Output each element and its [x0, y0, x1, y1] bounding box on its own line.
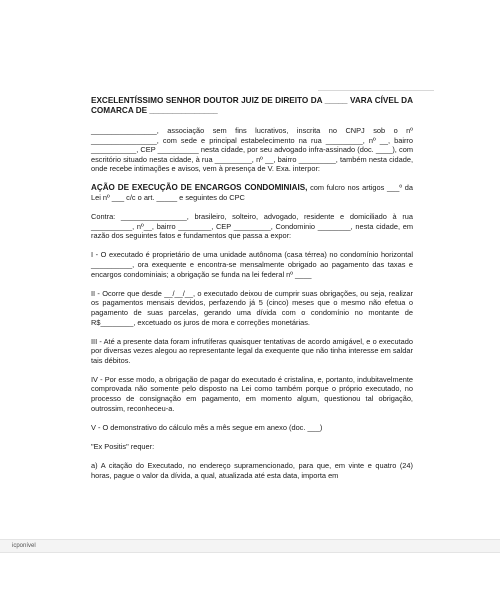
section-2-paragraph: II - Ocorre que desde __/__/__, o executado deixou de cumprir suas obrigações, ou seja, realizar os pagamentos mensais devidos, perfazendo já 5 (cinco) meses que o mesmo não efetua o pagamento de suas parcelas, gerando uma dívida com o condomínio no montante de R$________, excetuado os juros de mora e correções monetárias.	[91, 288, 413, 327]
section-3-paragraph: III - Até a presente data foram infrutíferas quaisquer tentativas de acordo amigável, e o executado por diversas vezes alegou ao representante legal da exequente que não tinha interesse em saldar tais débitos.	[91, 336, 413, 365]
section-1-paragraph: I - O executado é proprietário de uma unidade autônoma (casa térrea) no condomínio horizontal __________, ora exequente e encontra-se mensalmente obrigado ao pagamento das taxas e encargos condominiais; a obrigação se funda na lei federal nº ____	[91, 250, 413, 279]
footer-bar	[0, 539, 500, 553]
footer-label: icponível	[12, 543, 36, 549]
qualification-paragraph: ________________, associação sem fins lucrativos, inscrita no CNPJ sob o nº ________________, com sede e principal estabelecimento na rua _________, nº __, bairro ___________, CEP __________ nesta cidade, por seu advogado infra-assinado (doc. ____), com escritório situado nesta cidade, à rua _________, nº __, bairro _________, também nesta cidade, onde recebe intimações e avisos, vem à presença de V. Exa. interpor:	[91, 126, 413, 174]
action-title: AÇÃO DE EXECUÇÃO DE ENCARGOS CONDOMINIAIS,	[91, 183, 308, 193]
ex-positis-line: "Ex Positis" requer:	[91, 441, 155, 451]
petition-document	[91, 96, 413, 490]
action-legal-basis: com fulcro nos artigos ___º da Lei nº ___ c/c o art. _____ e seguintes do CPC	[91, 183, 413, 203]
section-5-paragraph: V - O demonstrativo do cálculo mês a mês segue em anexo (doc. ___)	[91, 422, 323, 432]
header-rule	[318, 90, 434, 91]
contra-paragraph: Contra: ________________, brasileiro, solteiro, advogado, residente e domiciliado à rua __________, nº__, bairro ________, CEP _________, Condominio ________, nesta cidade, em razão dos seguintes fatos e fundamentos que passa a expor:	[91, 212, 413, 241]
petition-title: EXCELENTÍSSIMO SENHOR DOUTOR JUIZ DE DIREITO DA _____ VARA CÍVEL DA COMARCA DE _______________	[91, 96, 413, 115]
action-heading	[91, 183, 413, 202]
request-a-paragraph: a) A citação do Executado, no endereço supramencionado, para que, em vinte e quatro (24) horas, pague o valor da dívida, a qual, atualizada até esta data, importa em	[91, 460, 413, 480]
section-4-paragraph: IV - Por esse modo, a obrigação de pagar do executado é cristalina, e, portanto, indubitavelmente comprovada não somente pelo disposto na Lei como também porque o próprio executado, no processo de consignação em pagamento, em momento algum, questionou tal obrigação, outrossim, reconheceu-a.	[91, 374, 413, 413]
